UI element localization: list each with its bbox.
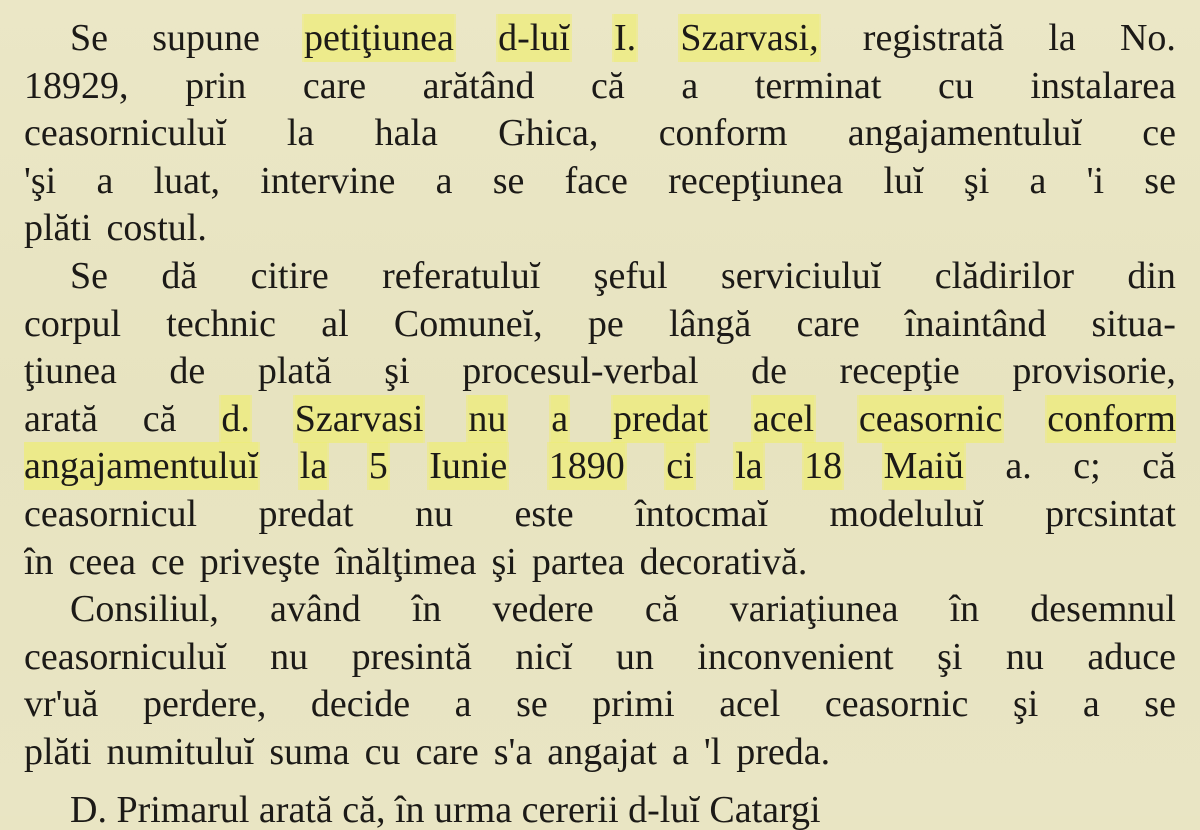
word: a bbox=[96, 159, 114, 202]
word: costul. bbox=[106, 207, 207, 250]
word: a bbox=[435, 159, 453, 202]
text-line bbox=[24, 395, 1176, 443]
word: situa- bbox=[1091, 302, 1176, 345]
word: corpul bbox=[24, 302, 122, 345]
word: Ghica, bbox=[498, 112, 599, 155]
text-line bbox=[70, 585, 1176, 633]
word: registrată bbox=[862, 17, 1005, 59]
word: şi bbox=[491, 540, 517, 583]
highlighted-word: a bbox=[551, 395, 568, 443]
word: a bbox=[671, 731, 689, 773]
highlighted-word: acel bbox=[753, 395, 814, 443]
word: face bbox=[564, 159, 628, 202]
text-line bbox=[24, 728, 1176, 776]
word: vr'uă bbox=[24, 683, 99, 726]
word: nu bbox=[270, 635, 309, 678]
word: Consiliul, bbox=[70, 588, 219, 631]
word: înaintând bbox=[904, 302, 1047, 345]
highlighted-word: d-luĭ bbox=[498, 14, 570, 62]
word: şi bbox=[1012, 683, 1039, 726]
word: prin bbox=[185, 64, 247, 107]
word: care bbox=[796, 302, 860, 345]
word: partea bbox=[531, 540, 625, 583]
word: plăti bbox=[24, 207, 92, 250]
word: procesul-verbal bbox=[462, 350, 699, 393]
word: 'i bbox=[1086, 159, 1105, 202]
word: provisorie, bbox=[1012, 350, 1176, 393]
word: serviciuluĭ bbox=[720, 255, 882, 297]
word: se bbox=[1144, 159, 1176, 202]
highlighted-word: ci bbox=[666, 442, 693, 490]
word: că bbox=[1142, 445, 1176, 488]
word: în bbox=[24, 540, 54, 583]
word: cu bbox=[364, 731, 401, 773]
word: a bbox=[1082, 683, 1100, 726]
word: supune bbox=[152, 17, 260, 59]
text-line bbox=[24, 109, 1176, 157]
text-line bbox=[24, 347, 1176, 395]
highlighted-word: ceasornic bbox=[859, 395, 1002, 443]
word: instalarea bbox=[1030, 64, 1176, 107]
word: şi bbox=[937, 635, 963, 678]
word: la bbox=[286, 112, 315, 155]
word: nu bbox=[414, 493, 453, 535]
word: ce bbox=[151, 540, 185, 583]
word: în bbox=[949, 588, 980, 631]
word: a bbox=[454, 683, 472, 726]
word: un bbox=[615, 635, 654, 678]
word: recepţiunea bbox=[668, 159, 844, 202]
word: care bbox=[302, 64, 367, 107]
word: desemnul bbox=[1030, 588, 1176, 631]
word: ceasornic bbox=[824, 683, 969, 726]
text-line bbox=[24, 204, 1176, 252]
word: Se bbox=[70, 255, 108, 297]
word: predat bbox=[258, 493, 354, 535]
word: şi bbox=[384, 350, 410, 393]
word: technic bbox=[166, 302, 276, 345]
word: angajamentuluĭ bbox=[847, 112, 1082, 155]
highlighted-word: 1890 bbox=[549, 442, 625, 490]
word: în bbox=[411, 588, 442, 631]
highlighted-word: la bbox=[300, 442, 327, 490]
word: angajat bbox=[547, 731, 657, 773]
word: având bbox=[269, 588, 361, 631]
word: cu bbox=[937, 64, 974, 107]
word: terminat bbox=[754, 64, 882, 107]
word: ceasornicul bbox=[24, 493, 198, 535]
word: a bbox=[1029, 159, 1047, 202]
highlighted-word: predat bbox=[613, 395, 708, 443]
word: referatuluĭ bbox=[382, 255, 541, 297]
word: preda. bbox=[736, 731, 831, 773]
word: decide bbox=[310, 683, 411, 726]
word: arată bbox=[24, 397, 98, 440]
word: acel bbox=[719, 683, 781, 726]
word: hala bbox=[374, 112, 438, 155]
text-line bbox=[70, 14, 1176, 62]
highlighted-word: la bbox=[735, 442, 762, 490]
word: perdere, bbox=[142, 683, 267, 726]
word: prcsintat bbox=[1045, 493, 1176, 535]
word: No. bbox=[1119, 17, 1176, 59]
word: citire bbox=[250, 255, 329, 297]
word: arătând bbox=[422, 64, 535, 107]
word: se bbox=[492, 159, 525, 202]
cutoff-line: D. Primarul arată că, în urma cererii d-luĭ Catargi bbox=[70, 790, 821, 830]
word: s'a bbox=[493, 731, 533, 773]
word: plată bbox=[257, 350, 332, 393]
word: din bbox=[1127, 255, 1176, 297]
word: este bbox=[514, 493, 574, 535]
text-line bbox=[24, 300, 1176, 348]
word: nicĭ bbox=[515, 635, 573, 678]
word: de bbox=[169, 350, 206, 393]
highlighted-word: Szarvasi bbox=[295, 395, 424, 443]
text-line bbox=[24, 157, 1176, 205]
word: şi bbox=[963, 159, 990, 202]
word: nu bbox=[1005, 635, 1044, 678]
word: primi bbox=[592, 683, 675, 726]
word: 18929, bbox=[24, 64, 129, 107]
word: presintă bbox=[351, 635, 472, 678]
word: că bbox=[591, 64, 625, 107]
word: clădirilor bbox=[934, 255, 1074, 297]
highlighted-word: Maiŭ bbox=[884, 442, 964, 490]
highlighted-word: Szarvasi, bbox=[680, 14, 818, 62]
word: Se bbox=[70, 17, 108, 59]
word: a bbox=[681, 64, 699, 107]
word: decorativă. bbox=[639, 540, 808, 583]
word: pe bbox=[587, 302, 624, 345]
word: luat, bbox=[153, 159, 221, 202]
word: şeful bbox=[593, 255, 668, 297]
word: întocmaĭ bbox=[635, 493, 769, 535]
highlighted-word: conform bbox=[1047, 395, 1176, 443]
highlighted-word: nu bbox=[468, 395, 506, 443]
word: inconvenient bbox=[697, 635, 894, 678]
word: intervine bbox=[260, 159, 396, 202]
highlighted-word: I. bbox=[614, 14, 636, 62]
word: luĭ bbox=[883, 159, 924, 202]
word: a. bbox=[1005, 445, 1032, 488]
text-line bbox=[24, 442, 1176, 490]
word: de bbox=[751, 350, 787, 393]
word: la bbox=[1048, 17, 1076, 59]
word: conform bbox=[658, 112, 788, 155]
word: al bbox=[321, 302, 349, 345]
word: ceasorniculuĭ bbox=[24, 112, 227, 155]
highlighted-word: 5 bbox=[369, 442, 388, 490]
word: 'şi bbox=[24, 159, 57, 202]
text-line bbox=[24, 490, 1176, 538]
word: aduce bbox=[1087, 635, 1176, 678]
highlighted-word: Iunie bbox=[429, 442, 507, 490]
word: plăti bbox=[24, 731, 92, 773]
highlighted-word: angajamentuluĭ bbox=[24, 442, 258, 490]
highlighted-word: d. bbox=[221, 395, 250, 443]
word: recepţie bbox=[839, 350, 960, 393]
word: ceasorniculuĭ bbox=[24, 635, 227, 678]
word: variaţiunea bbox=[729, 588, 899, 631]
word: lângă bbox=[668, 302, 752, 345]
word: înălţimea bbox=[335, 540, 477, 583]
word: 'l bbox=[703, 731, 722, 773]
word: vedere bbox=[492, 588, 594, 631]
word: numituluĭ bbox=[106, 731, 255, 773]
word: suma bbox=[269, 731, 350, 773]
word: ce bbox=[1142, 112, 1176, 155]
highlighted-word: 18 bbox=[804, 442, 842, 490]
text-line bbox=[70, 252, 1176, 300]
word: ceea bbox=[68, 540, 137, 583]
word: că bbox=[142, 397, 177, 440]
word: Comuneĭ, bbox=[393, 302, 543, 345]
word: ţiunea bbox=[24, 350, 117, 393]
word: că bbox=[644, 588, 679, 631]
text-line bbox=[24, 680, 1176, 728]
text-line bbox=[24, 62, 1176, 110]
word: c; bbox=[1073, 445, 1101, 488]
word: care bbox=[415, 731, 479, 773]
word: se bbox=[516, 683, 548, 726]
highlighted-word: petiţiunea bbox=[304, 14, 454, 62]
word: se bbox=[1144, 683, 1176, 726]
text-line bbox=[24, 633, 1176, 681]
word: modeluluĭ bbox=[829, 493, 984, 535]
word: priveşte bbox=[199, 540, 321, 583]
text-line bbox=[24, 538, 1176, 586]
word: dă bbox=[161, 255, 198, 297]
